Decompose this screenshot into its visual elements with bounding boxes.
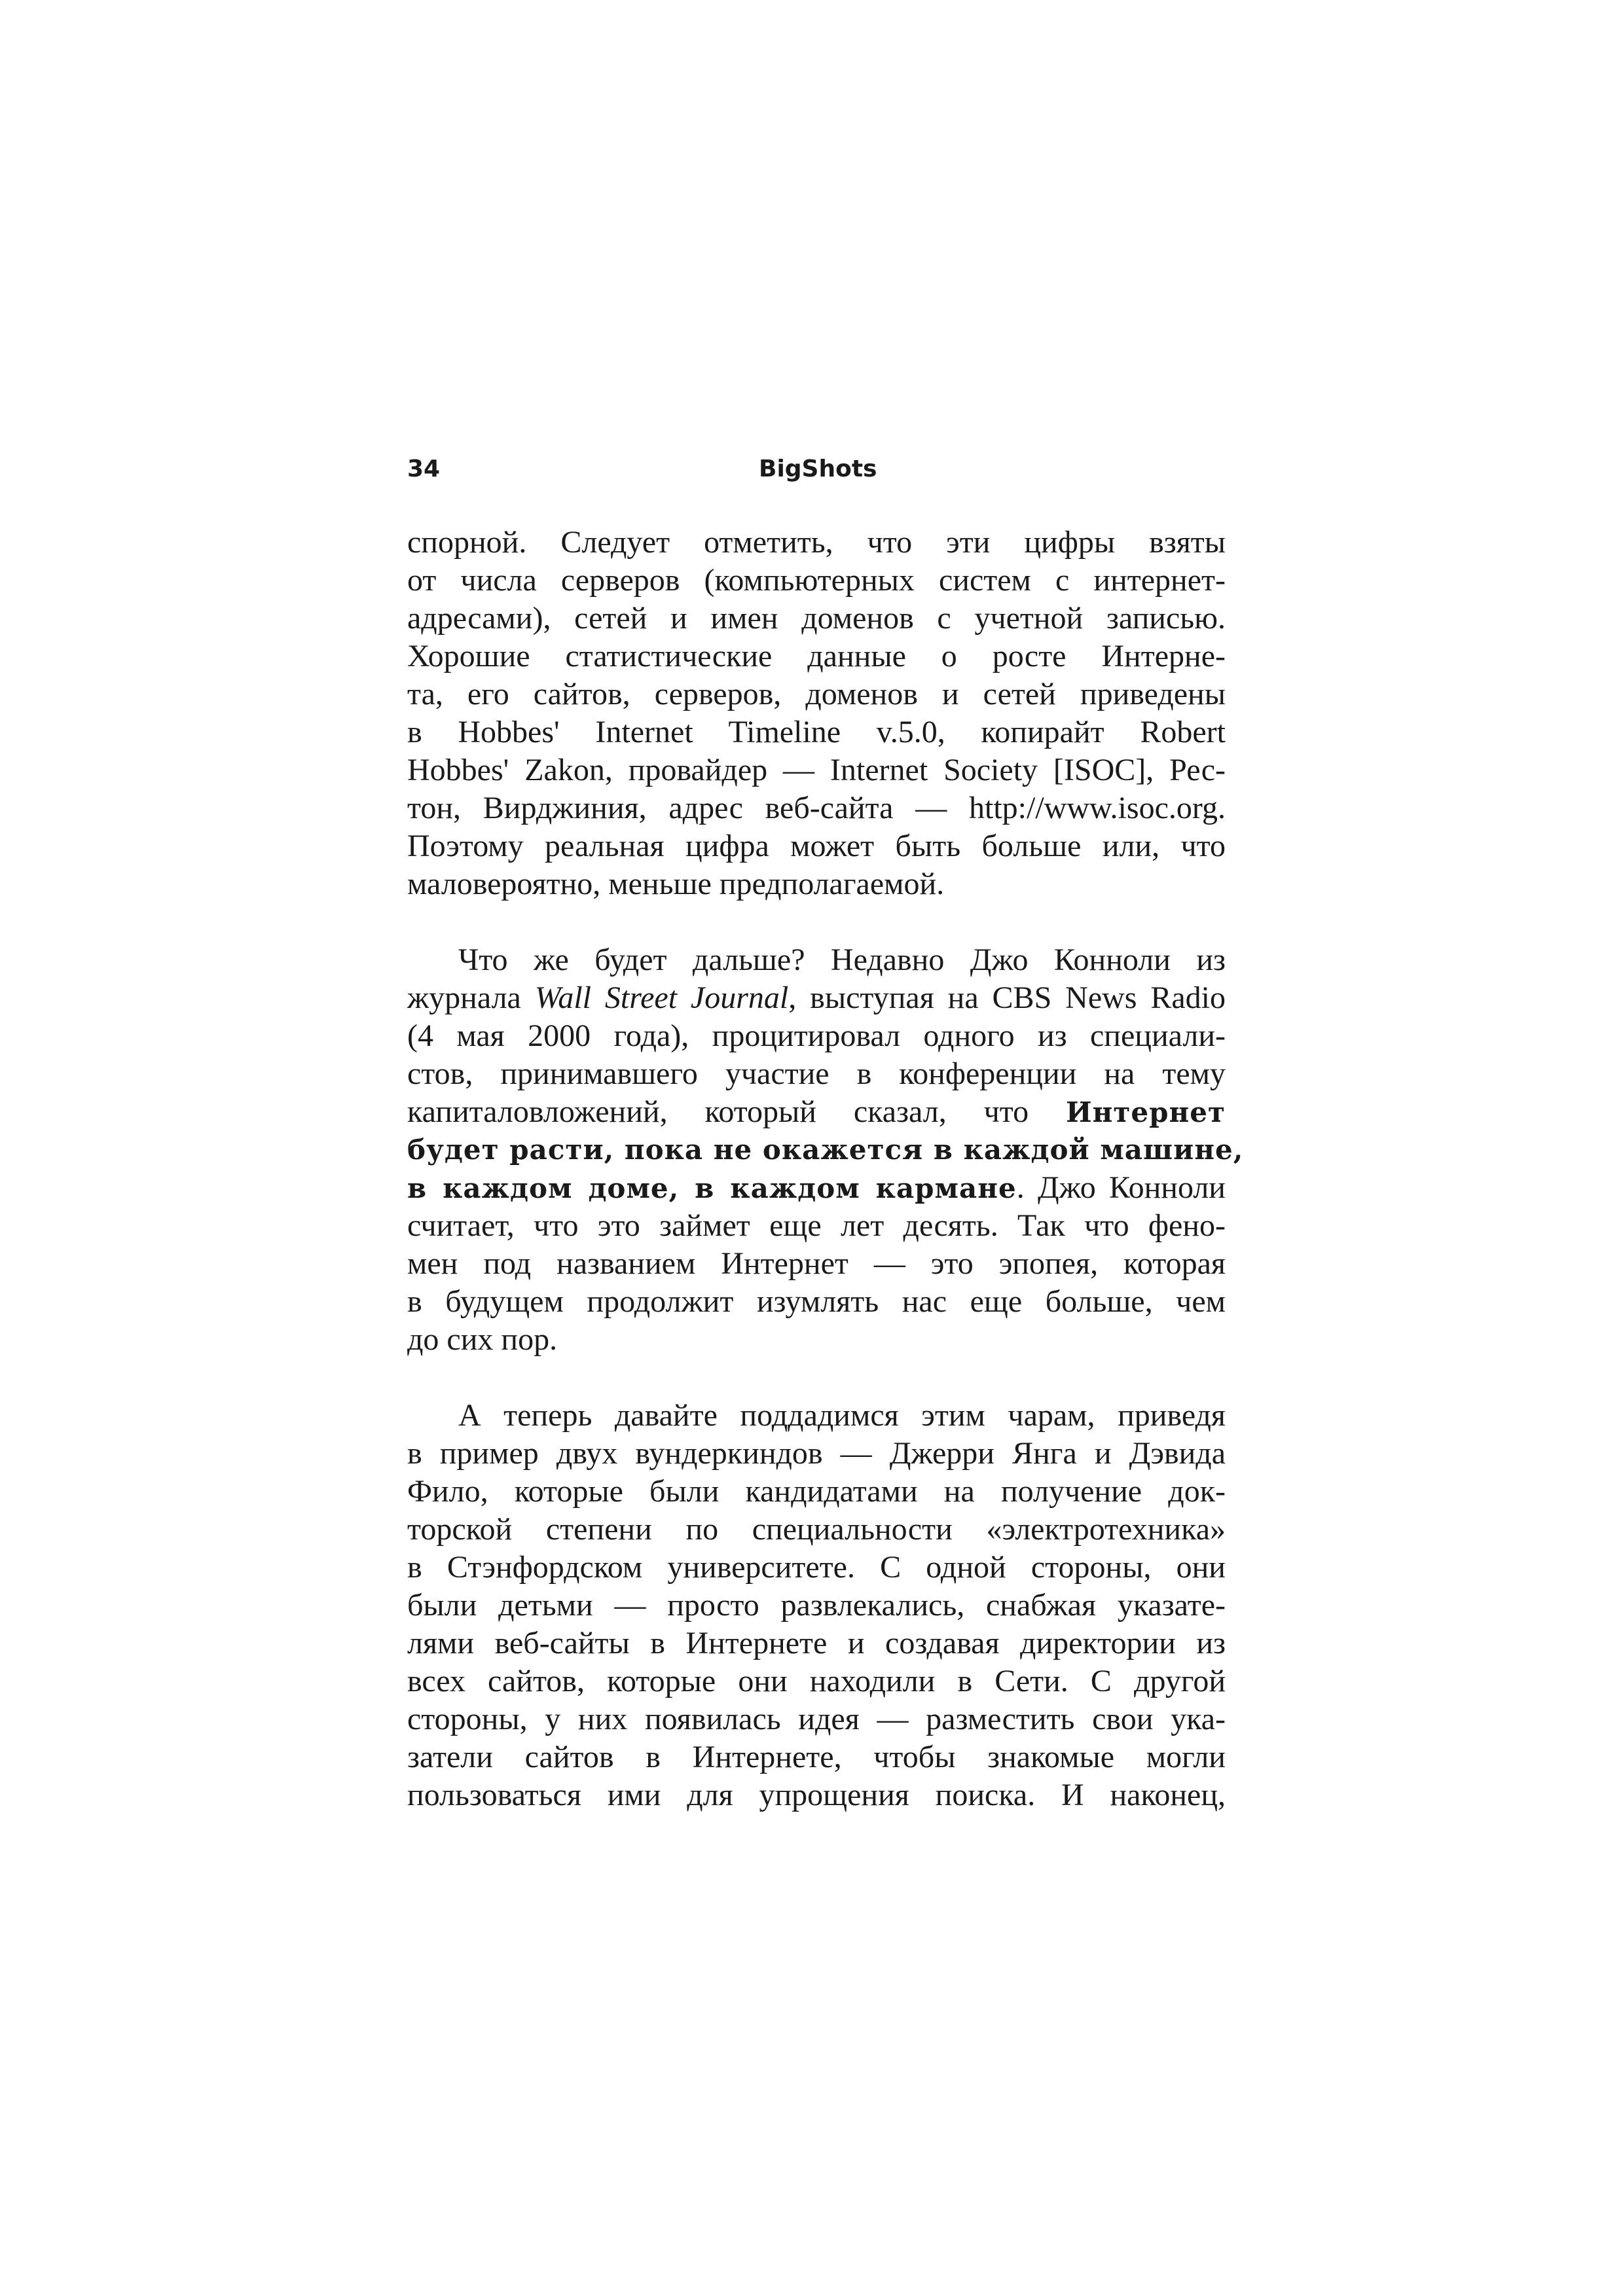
- text-line: [407, 1093, 1226, 1131]
- page-header: [407, 456, 1226, 495]
- text-line: спорной. Следует отметить, что эти цифры взяты: [407, 525, 1226, 560]
- text-run: , выступая на CBS News Radio: [788, 980, 1226, 1015]
- emphasis-text: Интернет: [1065, 1096, 1226, 1128]
- text-line: стов, принимавшего участие в конференции на тему: [407, 1056, 1226, 1091]
- emphasis-text: в каждом доме, в каждом кармане: [407, 1172, 1017, 1204]
- text-line: до сих пор.: [407, 1322, 558, 1357]
- text-line: всех сайтов, которые они находили в Сети. С другой: [407, 1664, 1226, 1698]
- text-line: в Hobbes' Internet Timeline v.5.0, копирайт Robert: [407, 715, 1226, 749]
- text-line: были детьми — просто развлекались, снабжая указате-: [407, 1588, 1226, 1623]
- text-line: Хорошие статистические данные о росте Интерне-: [407, 639, 1226, 673]
- text-line: затели сайтов в Интернете, чтобы знакомые могли: [407, 1740, 1226, 1774]
- page-number: 34: [407, 456, 441, 482]
- text-line: маловероятно, меньше предполагаемой.: [407, 867, 945, 901]
- paragraph-3: [407, 1397, 1226, 1814]
- text-run: журнала: [407, 980, 535, 1015]
- text-line: лями веб-сайты в Интернете и создавая директории из: [407, 1626, 1226, 1660]
- text-line: Поэтому реальная цифра может быть больше или, что: [407, 829, 1226, 863]
- text-line: Что же будет дальше? Недавно Джо Конноли из: [458, 942, 1226, 977]
- journal-title: Wall Street Journal: [534, 980, 789, 1015]
- text-line: адресами), сетей и имен доменов с учетной записью.: [407, 601, 1226, 636]
- text-line: мен под названием Интернет — это эпопея, которая: [407, 1246, 1226, 1281]
- paragraph-gap: [407, 903, 1226, 941]
- text-line: Фило, которые были кандидатами на получение док-: [407, 1474, 1226, 1509]
- emphasis-line: будет расти, пока не окажется в каждой машине,: [407, 1134, 1244, 1166]
- text-line: в Стэнфордском университете. С одной стороны, они: [407, 1550, 1226, 1585]
- text-line: пользоваться ими для упрощения поиска. И наконец,: [407, 1778, 1226, 1812]
- text-line: А теперь давайте поддадимся этим чарам, приведя: [458, 1398, 1226, 1433]
- text-line: торской степени по специальности «электротехника»: [407, 1512, 1226, 1547]
- paragraph-1: [407, 524, 1226, 903]
- text-line: стороны, у них появилась идея — разместить свои ука-: [407, 1702, 1226, 1736]
- body-text: [407, 524, 1244, 1814]
- text-line: та, его сайтов, серверов, доменов и сетей приведены: [407, 677, 1226, 711]
- text-line: в пример двух вундеркиндов — Джерри Янга и Дэвида: [407, 1436, 1226, 1471]
- text-line: [407, 1169, 1226, 1207]
- text-line: в будущем продолжит изумлять нас еще больше, чем: [407, 1284, 1226, 1319]
- text-run: капиталовложений, который сказал, что: [407, 1094, 1066, 1129]
- text-line: Hobbes' Zakon, провайдер — Internet Society [ISOC], Рес-: [407, 753, 1226, 787]
- paragraph-2: [407, 941, 1244, 1359]
- running-title: BigShots: [759, 456, 877, 482]
- text-line: от числа серверов (компьютерных систем с интернет-: [407, 563, 1226, 598]
- text-line: тон, Вирджиния, адрес веб-сайта — http://www.isoc.org.: [407, 791, 1226, 825]
- paragraph-gap: [407, 1359, 1226, 1397]
- text-line: [407, 979, 1226, 1017]
- text-line: считает, что это займет еще лет десять. Так что фено-: [407, 1208, 1226, 1243]
- text-line: (4 мая 2000 года), процитировал одного из специали-: [407, 1018, 1226, 1053]
- text-run: . Джо Конноли: [1016, 1170, 1226, 1205]
